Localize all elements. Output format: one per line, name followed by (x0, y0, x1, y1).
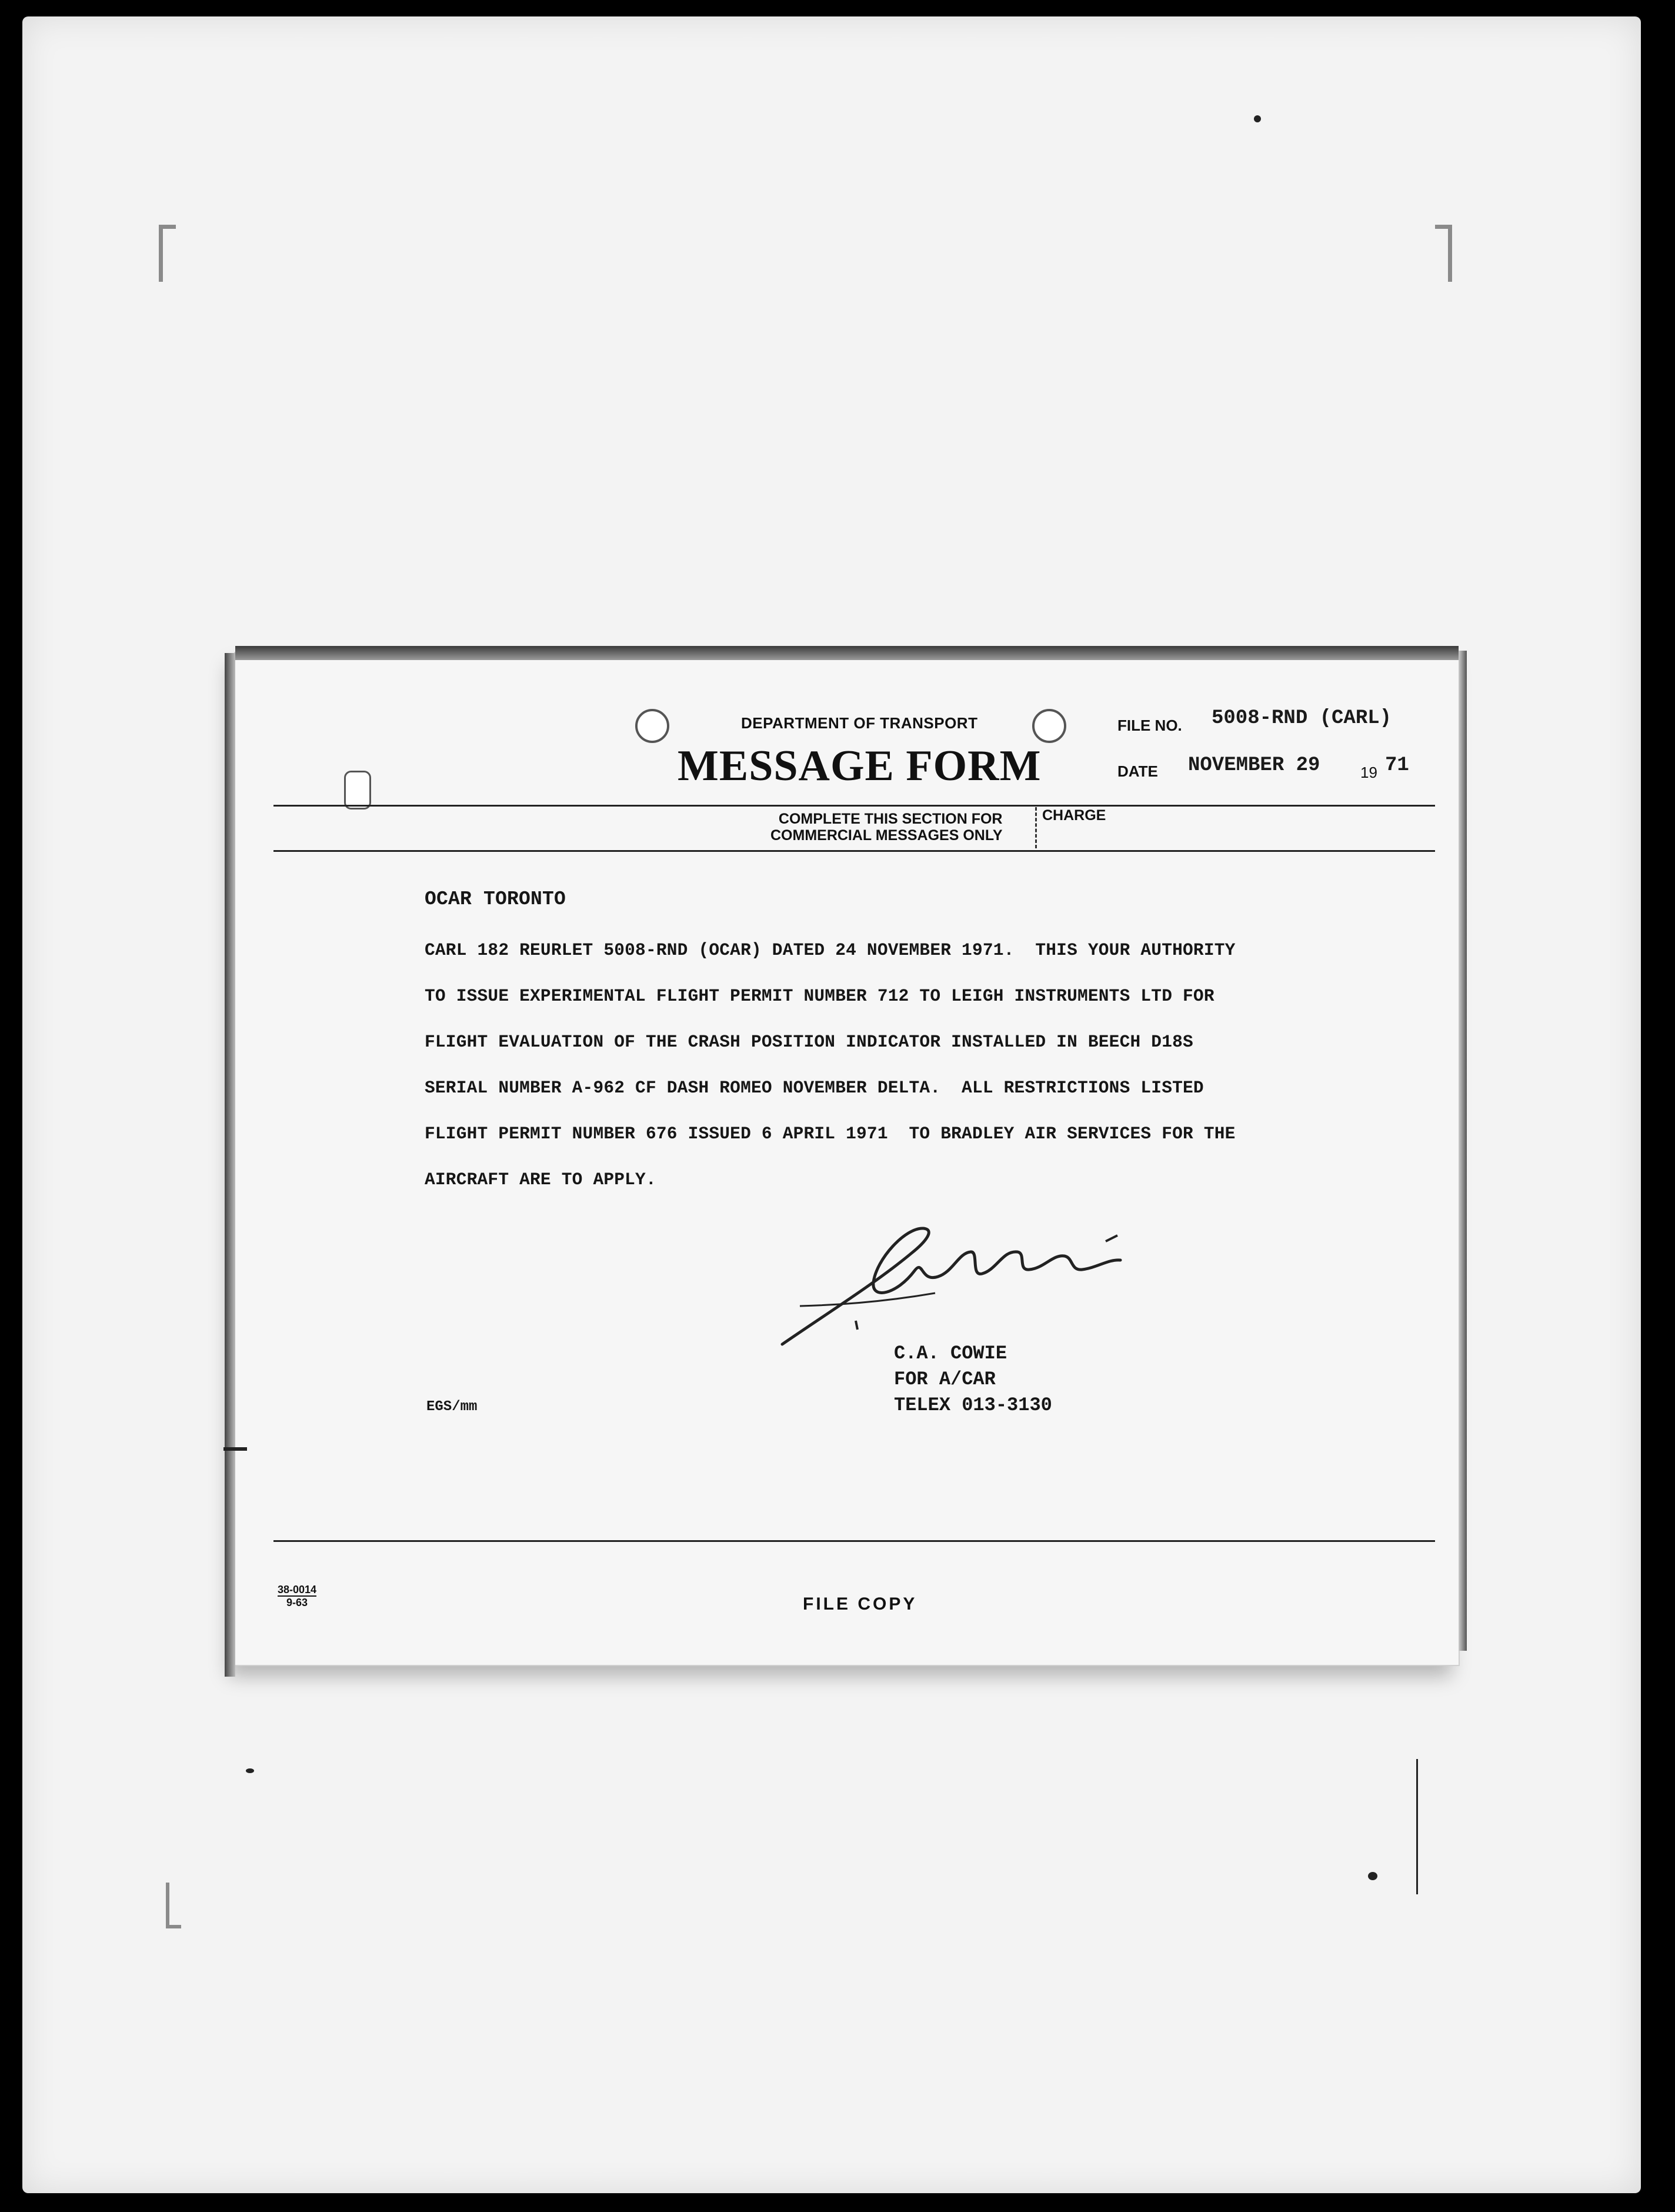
punch-hole-right (1032, 709, 1066, 743)
crop-mark-bottom-right (1416, 1759, 1418, 1894)
message-line-4: SERIAL NUMBER A-962 CF DASH ROMEO NOVEMBER DELTA. ALL RESTRICTIONS LISTED (425, 1078, 1204, 1098)
section-rule (273, 850, 1435, 852)
crop-mark-top-right (1435, 225, 1452, 282)
reference-initials: EGS/mm (426, 1399, 478, 1415)
year-value: 71 (1385, 754, 1409, 777)
dust-speck (1368, 1872, 1377, 1880)
date-value: NOVEMBER 29 (1188, 754, 1320, 777)
header-rule (273, 805, 1435, 807)
margin-mark (223, 1447, 247, 1451)
year-prefix: 19 (1360, 764, 1377, 781)
form-code-number: 38-0014 (278, 1584, 317, 1595)
form-code-revision: 9-63 (286, 1597, 308, 1608)
commercial-note-line2: COMMERCIAL MESSAGES ONLY (770, 827, 1003, 844)
staple-mark (344, 771, 371, 809)
commercial-note-line1: COMPLETE THIS SECTION FOR (778, 811, 1003, 827)
message-form (235, 653, 1459, 1665)
addressee: OCAR TORONTO (425, 888, 566, 910)
file-no-value: 5008-RND (CARL) (1212, 707, 1392, 729)
message-line-1: CARL 182 REURLET 5008-RND (OCAR) DATED 24 NOVEMBER 1971. THIS YOUR AUTHORITY (425, 940, 1236, 960)
punch-hole-left (635, 709, 669, 743)
signatory-for: FOR A/CAR (894, 1368, 996, 1390)
form-title: MESSAGE FORM (678, 742, 1042, 790)
commercial-note (770, 811, 1003, 844)
message-line-3: FLIGHT EVALUATION OF THE CRASH POSITION INDICATOR INSTALLED IN BEECH D18S (425, 1032, 1193, 1052)
crop-mark-bottom-left (166, 1883, 181, 1928)
dust-speck (1254, 115, 1261, 122)
charge-divider (1035, 807, 1037, 848)
form-left-edge (225, 653, 235, 1677)
crop-mark-top-left (159, 225, 176, 282)
form-right-edge (1459, 651, 1467, 1651)
handwritten-signature (776, 1218, 1141, 1353)
footer-rule (273, 1540, 1435, 1542)
charge-label: CHARGE (1042, 807, 1106, 824)
department-name: DEPARTMENT OF TRANSPORT (741, 714, 978, 732)
dust-speck (246, 1768, 254, 1773)
file-no-label: FILE NO. (1117, 717, 1182, 734)
message-line-5: FLIGHT PERMIT NUMBER 676 ISSUED 6 APRIL 1971 TO BRADLEY AIR SERVICES FOR THE (425, 1124, 1236, 1144)
telex-number: TELEX 013-3130 (894, 1394, 1052, 1416)
form-code (278, 1584, 316, 1608)
message-line-2: TO ISSUE EXPERIMENTAL FLIGHT PERMIT NUMBER 712 TO LEIGH INSTRUMENTS LTD FOR (425, 986, 1214, 1006)
file-copy-label: FILE COPY (803, 1594, 917, 1614)
date-label: DATE (1117, 762, 1158, 780)
message-line-6: AIRCRAFT ARE TO APPLY. (425, 1170, 656, 1190)
form-top-edge (235, 646, 1459, 660)
signatory-name: C.A. COWIE (894, 1342, 1007, 1364)
